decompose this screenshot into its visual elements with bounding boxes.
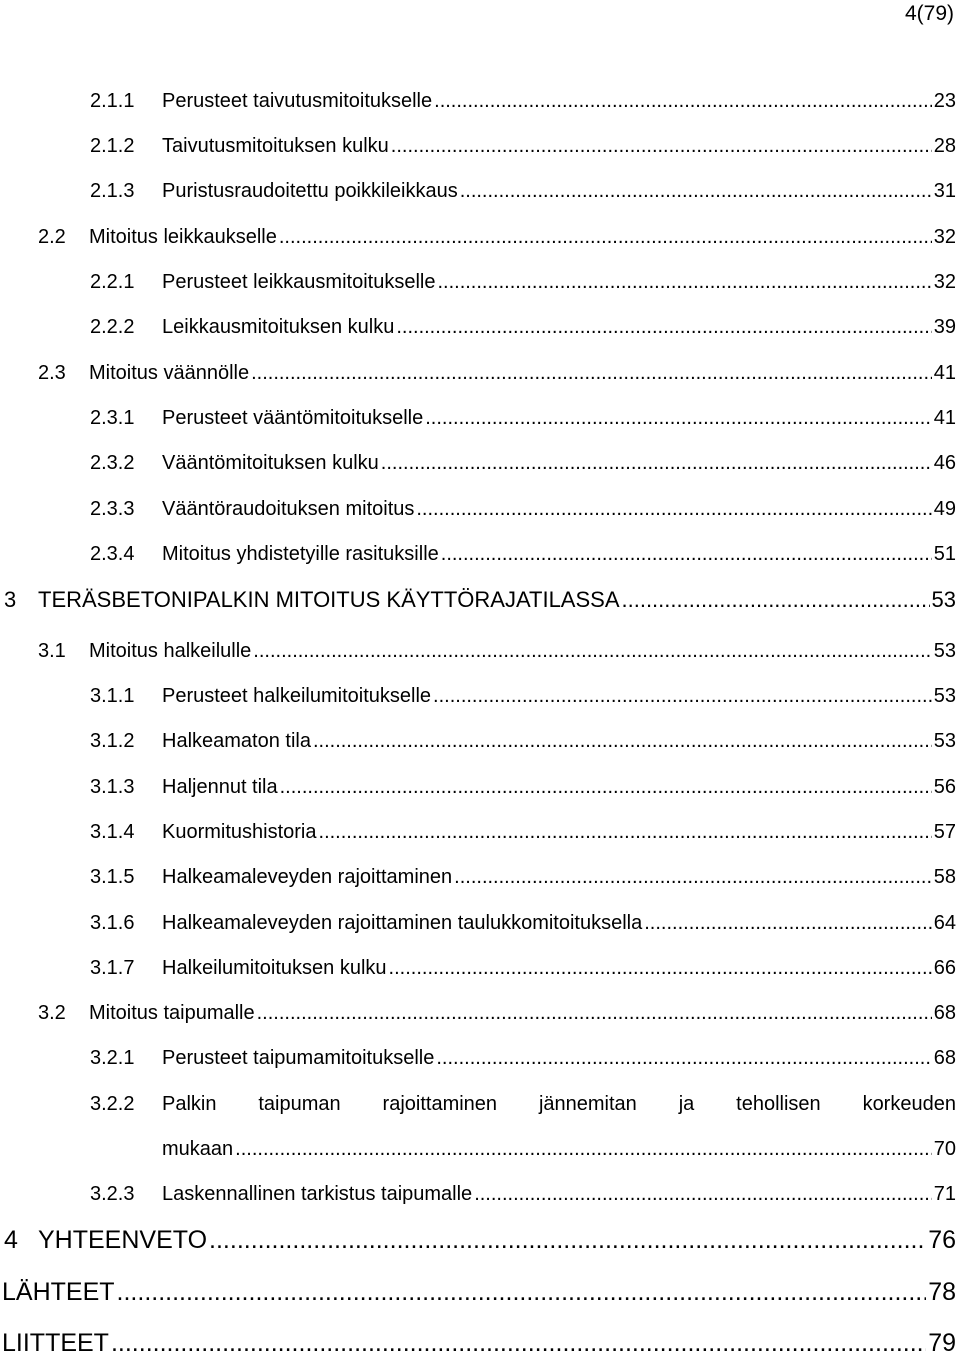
toc-entry[interactable] bbox=[0, 90, 960, 120]
toc-entry-title-line2: mukaan bbox=[162, 1138, 234, 1160]
toc-entry-number: 3.2.1 bbox=[90, 1047, 135, 1069]
toc-entry-title: Mitoitus leikkaukselle bbox=[89, 226, 277, 248]
toc-entry[interactable] bbox=[0, 362, 960, 392]
toc-entry-title: LIITTEET bbox=[2, 1329, 109, 1357]
toc-entry-page: 53 bbox=[931, 587, 956, 612]
toc-entry-page: 41 bbox=[933, 407, 956, 429]
toc-entry[interactable] bbox=[0, 407, 960, 437]
toc-entry[interactable] bbox=[0, 957, 960, 987]
toc-entry-continuation[interactable] bbox=[0, 1138, 960, 1168]
toc-entry-chapter[interactable] bbox=[0, 1329, 960, 1359]
toc-entry-number: 2.3.1 bbox=[90, 407, 135, 429]
toc-entry-page: 57 bbox=[933, 821, 956, 843]
toc-entry-page: 70 bbox=[933, 1138, 956, 1160]
toc-entry-title: Leikkausmitoituksen kulku bbox=[162, 316, 395, 338]
toc-entry-title: Perusteet taipumamitoitukselle bbox=[162, 1047, 435, 1069]
toc-entry-title: Kuormitushistoria bbox=[162, 821, 317, 843]
toc-leader-dots bbox=[257, 1002, 932, 1025]
toc-entry-chapter[interactable] bbox=[0, 587, 960, 617]
toc-entry-title: LÄHTEET bbox=[2, 1278, 115, 1306]
toc-leader-dots bbox=[209, 1226, 926, 1255]
toc-entry[interactable] bbox=[0, 316, 960, 346]
toc-entry-number: 3.1.1 bbox=[90, 685, 135, 707]
toc-leader-dots bbox=[111, 1329, 926, 1358]
toc-entry-number: 2.2.2 bbox=[90, 316, 135, 338]
toc-entry-title: Vääntömitoituksen kulku bbox=[162, 452, 379, 474]
toc-leader-dots bbox=[437, 271, 931, 294]
toc-entry-title: Puristusraudoitettu poikkileikkaus bbox=[162, 180, 458, 202]
toc-entry-page: 76 bbox=[928, 1226, 956, 1254]
page-number: 4(79) bbox=[904, 2, 954, 25]
toc-entry-number: 2.3.3 bbox=[90, 498, 135, 520]
toc-title-word: rajoittaminen bbox=[382, 1093, 498, 1115]
toc-entry-number: 3.1.5 bbox=[90, 866, 135, 888]
toc-entry[interactable] bbox=[0, 640, 960, 670]
toc-entry[interactable] bbox=[0, 180, 960, 210]
toc-entry-title: Perusteet halkeilumitoitukselle bbox=[162, 685, 432, 707]
toc-entry-page: 32 bbox=[933, 226, 956, 248]
toc-entry-page: 53 bbox=[933, 730, 956, 752]
toc-entry-title: Halkeilumitoituksen kulku bbox=[162, 957, 387, 979]
toc-entry-page: 71 bbox=[933, 1183, 956, 1205]
toc-entry-title: Mitoitus väännölle bbox=[89, 362, 250, 384]
toc-entry-number: 2.1.3 bbox=[90, 180, 135, 202]
toc-entry-page: 31 bbox=[933, 180, 956, 202]
toc-entry-number: 3.2.3 bbox=[90, 1183, 135, 1205]
toc-entry-number: 2.2.1 bbox=[90, 271, 135, 293]
toc-entry-title: YHTEENVETO bbox=[38, 1226, 208, 1254]
toc-entry-number: 2.1.1 bbox=[90, 90, 135, 112]
toc-entry-page: 64 bbox=[933, 912, 956, 934]
toc-entry-page: 58 bbox=[933, 866, 956, 888]
toc-entry-title: TERÄSBETONIPALKIN MITOITUS KÄYTTÖRAJATILASSA bbox=[38, 587, 620, 612]
toc-leader-dots bbox=[425, 407, 932, 430]
toc-entry[interactable] bbox=[0, 866, 960, 896]
toc-entry[interactable] bbox=[0, 452, 960, 482]
toc-leader-dots bbox=[474, 1183, 932, 1206]
toc-entry-number: 3.1 bbox=[38, 640, 66, 662]
toc-entry-number: 2.3 bbox=[38, 362, 66, 384]
toc-entry-title: Laskennallinen tarkistus taipumalle bbox=[162, 1183, 473, 1205]
toc-entry-page: 79 bbox=[928, 1329, 956, 1357]
toc-entry-page: 32 bbox=[933, 271, 956, 293]
toc-entry-page: 53 bbox=[933, 685, 956, 707]
toc-entry-number: 2.2 bbox=[38, 226, 66, 248]
toc-entry[interactable] bbox=[0, 1093, 960, 1123]
toc-entry-number: 2.1.2 bbox=[90, 135, 135, 157]
toc-entry-number: 3.1.4 bbox=[90, 821, 135, 843]
toc-leader-dots bbox=[391, 135, 932, 158]
toc-entry-title: Perusteet vääntömitoitukselle bbox=[162, 407, 424, 429]
toc-entry[interactable] bbox=[0, 498, 960, 528]
toc-entry-page: 68 bbox=[933, 1047, 956, 1069]
toc-entry-title: Taivutusmitoituksen kulku bbox=[162, 135, 389, 157]
toc-leader-dots bbox=[441, 543, 932, 566]
toc-entry-number: 3.1.6 bbox=[90, 912, 135, 934]
toc-entry[interactable] bbox=[0, 271, 960, 301]
toc-entry[interactable] bbox=[0, 685, 960, 715]
toc-entry[interactable] bbox=[0, 1047, 960, 1077]
toc-entry-page: 66 bbox=[933, 957, 956, 979]
toc-leader-dots bbox=[622, 587, 930, 613]
toc-entry-title: Perusteet taivutusmitoitukselle bbox=[162, 90, 433, 112]
toc-entry-title: Mitoitus taipumalle bbox=[89, 1002, 255, 1024]
toc-entry-page: 53 bbox=[933, 640, 956, 662]
toc-entry-title: Perusteet leikkausmitoitukselle bbox=[162, 271, 436, 293]
toc-leader-dots bbox=[319, 821, 932, 844]
toc-entry[interactable] bbox=[0, 912, 960, 942]
toc-entry[interactable] bbox=[0, 776, 960, 806]
toc-leader-dots bbox=[381, 452, 932, 475]
toc-leader-dots bbox=[644, 912, 932, 935]
toc-leader-dots bbox=[433, 685, 932, 708]
toc-entry-title: Vääntöraudoituksen mitoitus bbox=[162, 498, 415, 520]
toc-entry-number: 2.3.4 bbox=[90, 543, 135, 565]
toc-leader-dots bbox=[279, 226, 932, 249]
toc-leader-dots bbox=[280, 776, 932, 799]
toc-entry-page: 56 bbox=[933, 776, 956, 798]
toc-leader-dots bbox=[416, 498, 931, 521]
toc-title-word: jännemitan bbox=[538, 1093, 637, 1115]
toc-title-word: tehollisen bbox=[736, 1093, 821, 1115]
toc-leader-dots bbox=[389, 957, 932, 980]
toc-entry[interactable] bbox=[0, 1183, 960, 1213]
toc-title-word: ja bbox=[678, 1093, 695, 1115]
toc-leader-dots bbox=[436, 1047, 931, 1070]
toc-entry-page: 39 bbox=[933, 316, 956, 338]
toc-title-word: taipuman bbox=[258, 1093, 341, 1115]
toc-leader-dots bbox=[396, 316, 931, 339]
toc-entry-title: Halkeamaleveyden rajoittaminen bbox=[162, 866, 453, 888]
toc-entry-title: Mitoitus yhdistetyille rasituksille bbox=[162, 543, 439, 565]
toc-entry-page: 46 bbox=[933, 452, 956, 474]
toc-entry-page: 23 bbox=[933, 90, 956, 112]
toc-leader-dots bbox=[454, 866, 932, 889]
toc-leader-dots bbox=[313, 730, 932, 753]
toc-entry-title: Halkeamaleveyden rajoittaminen taulukkomitoituksella bbox=[162, 912, 643, 934]
toc-entry-number: 3.2.2 bbox=[90, 1093, 135, 1115]
toc-entry-number: 3.1.2 bbox=[90, 730, 135, 752]
toc-entry-title: Haljennut tila bbox=[162, 776, 278, 798]
toc-entry-chapter[interactable] bbox=[0, 1278, 960, 1308]
toc-entry[interactable] bbox=[0, 1002, 960, 1032]
toc-leader-dots bbox=[253, 640, 931, 663]
toc-entry-page: 49 bbox=[933, 498, 956, 520]
toc-leader-dots bbox=[251, 362, 932, 385]
toc-entry-title: Mitoitus halkeilulle bbox=[89, 640, 252, 662]
toc-entry-page: 68 bbox=[933, 1002, 956, 1024]
toc-entry-page: 41 bbox=[933, 362, 956, 384]
toc-leader-dots bbox=[434, 90, 932, 113]
toc-entry-chapter[interactable] bbox=[0, 1226, 960, 1256]
toc-entry[interactable] bbox=[0, 730, 960, 760]
toc-entry-page: 28 bbox=[933, 135, 956, 157]
toc-entry-page: 51 bbox=[933, 543, 956, 565]
toc-title-word: Palkin bbox=[162, 1093, 217, 1115]
toc-entry[interactable] bbox=[0, 543, 960, 573]
toc-entry[interactable] bbox=[0, 226, 960, 256]
toc-title-word: korkeuden bbox=[862, 1093, 956, 1115]
toc-leader-dots bbox=[235, 1138, 932, 1161]
toc-entry-title-line1 bbox=[162, 1093, 956, 1116]
toc-entry-number: 3.1.3 bbox=[90, 776, 135, 798]
toc-entry[interactable] bbox=[0, 135, 960, 165]
toc-entry-number: 3 bbox=[4, 587, 17, 612]
toc-entry-title: Halkeamaton tila bbox=[162, 730, 311, 752]
toc-entry-number: 2.3.2 bbox=[90, 452, 135, 474]
toc-entry-number: 4 bbox=[4, 1226, 18, 1254]
toc-entry[interactable] bbox=[0, 821, 960, 851]
toc-leader-dots bbox=[460, 180, 932, 203]
toc-entry-number: 3.1.7 bbox=[90, 957, 135, 979]
toc-entry-page: 78 bbox=[928, 1278, 956, 1306]
toc-leader-dots bbox=[117, 1278, 927, 1307]
toc-entry-number: 3.2 bbox=[38, 1002, 66, 1024]
